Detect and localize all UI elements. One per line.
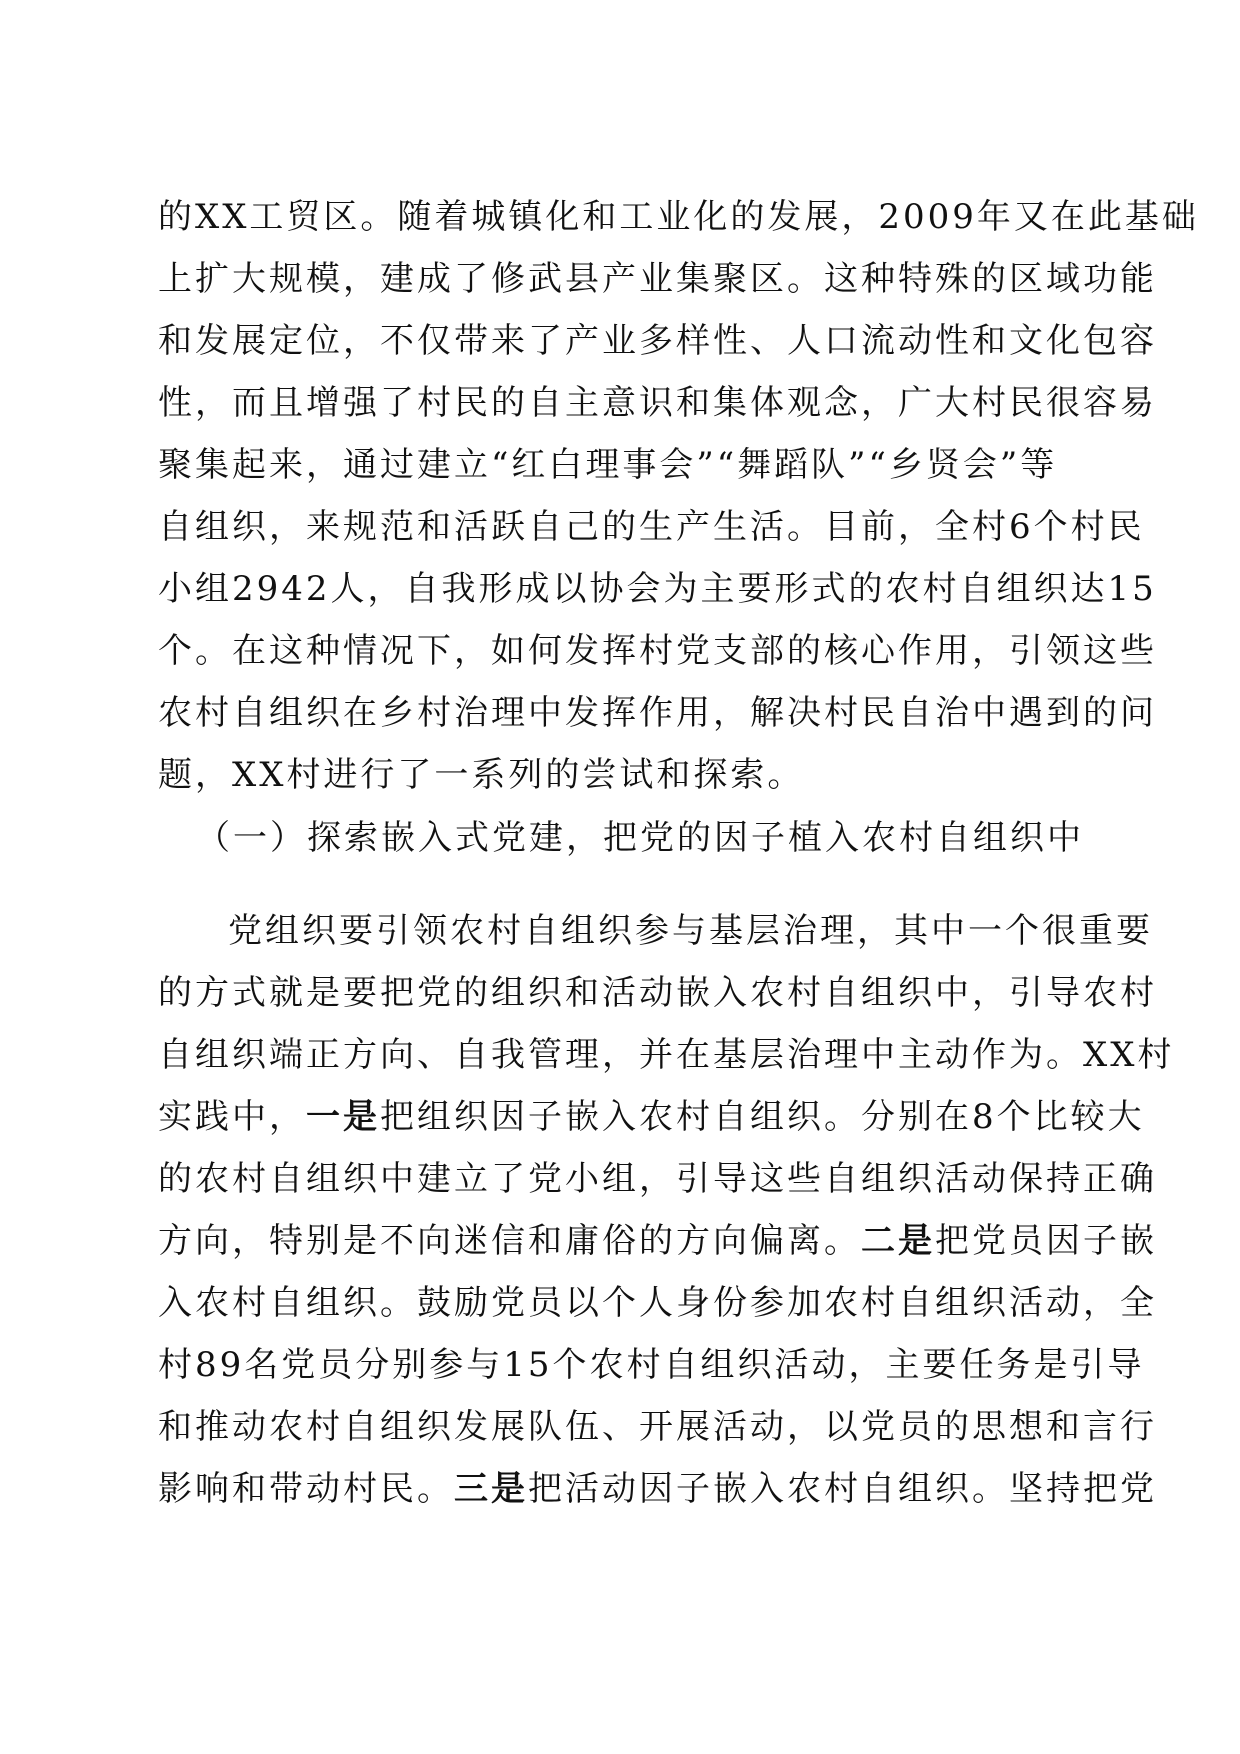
section-heading-text: （一）探索嵌入式党建，把党的因子植入农村自组织中 [196, 818, 1084, 858]
text-run: 把组织因子嵌入农村自组织。分别在8个比较大 [380, 1097, 1145, 1137]
paragraph-line: 自组织，来规范和活跃自己的生产生活。目前，全村6个村民 [158, 507, 1145, 547]
paragraph-line: 聚集起来，通过建立“红白理事会”“舞蹈队”“乡贤会”等 [158, 445, 1058, 485]
paragraph-line: 农村自组织在乡村治理中发挥作用，解决村民自治中遇到的问 [158, 693, 1157, 733]
paragraph-line [158, 1210, 1157, 1272]
paragraph-line: 题，XX村进行了一系列的尝试和探索。 [158, 755, 805, 795]
paragraph-1 [158, 186, 1199, 806]
paragraph-line: 村89名党员分别参与15个农村自组织活动，主要任务是引导 [158, 1345, 1145, 1385]
paragraph-line: 和发展定位，不仅带来了产业多样性、人口流动性和文化包容 [158, 321, 1157, 361]
text-run: 把党员因子嵌 [935, 1221, 1157, 1261]
text-run: 实践中， [158, 1097, 306, 1137]
paragraph-line [158, 1086, 1145, 1148]
paragraph-line: 的农村自组织中建立了党小组，引导这些自组织活动保持正确 [158, 1159, 1157, 1199]
section-heading [158, 807, 1084, 869]
text-run: 影响和带动村民。 [158, 1469, 454, 1509]
paragraph-line: 小组2942人，自我形成以协会为主要形式的农村自组织达15 [158, 569, 1157, 609]
paragraph-line [158, 1458, 1157, 1520]
bold-marker-third: 三是 [454, 1469, 528, 1509]
paragraph-line: 自组织端正方向、自我管理，并在基层治理中主动作为。XX村 [158, 1035, 1175, 1075]
paragraph-line: 的方式就是要把党的组织和活动嵌入农村自组织中，引导农村 [158, 973, 1157, 1013]
bold-marker-first: 一是 [306, 1097, 380, 1137]
paragraph-2 [158, 900, 1175, 1520]
paragraph-line: 党组织要引领农村自组织参与基层治理，其中一个很重要 [228, 911, 1153, 951]
bold-marker-second: 二是 [861, 1221, 935, 1261]
paragraph-line: 性，而且增强了村民的自主意识和集体观念，广大村民很容易 [158, 383, 1157, 423]
paragraph-line: 和推动农村自组织发展队伍、开展活动，以党员的思想和言行 [158, 1407, 1157, 1447]
paragraph-line: 入农村自组织。鼓励党员以个人身份参加农村自组织活动，全 [158, 1283, 1157, 1323]
text-run: 把活动因子嵌入农村自组织。坚持把党 [528, 1469, 1157, 1509]
paragraph-line: 上扩大规模，建成了修武县产业集聚区。这种特殊的区域功能 [158, 259, 1157, 299]
paragraph-line: 个。在这种情况下，如何发挥村党支部的核心作用，引领这些 [158, 631, 1157, 671]
text-run: 方向，特别是不向迷信和庸俗的方向偏离。 [158, 1221, 861, 1261]
paragraph-line: 的XX工贸区。随着城镇化和工业化的发展，2009年又在此基础 [158, 197, 1199, 237]
